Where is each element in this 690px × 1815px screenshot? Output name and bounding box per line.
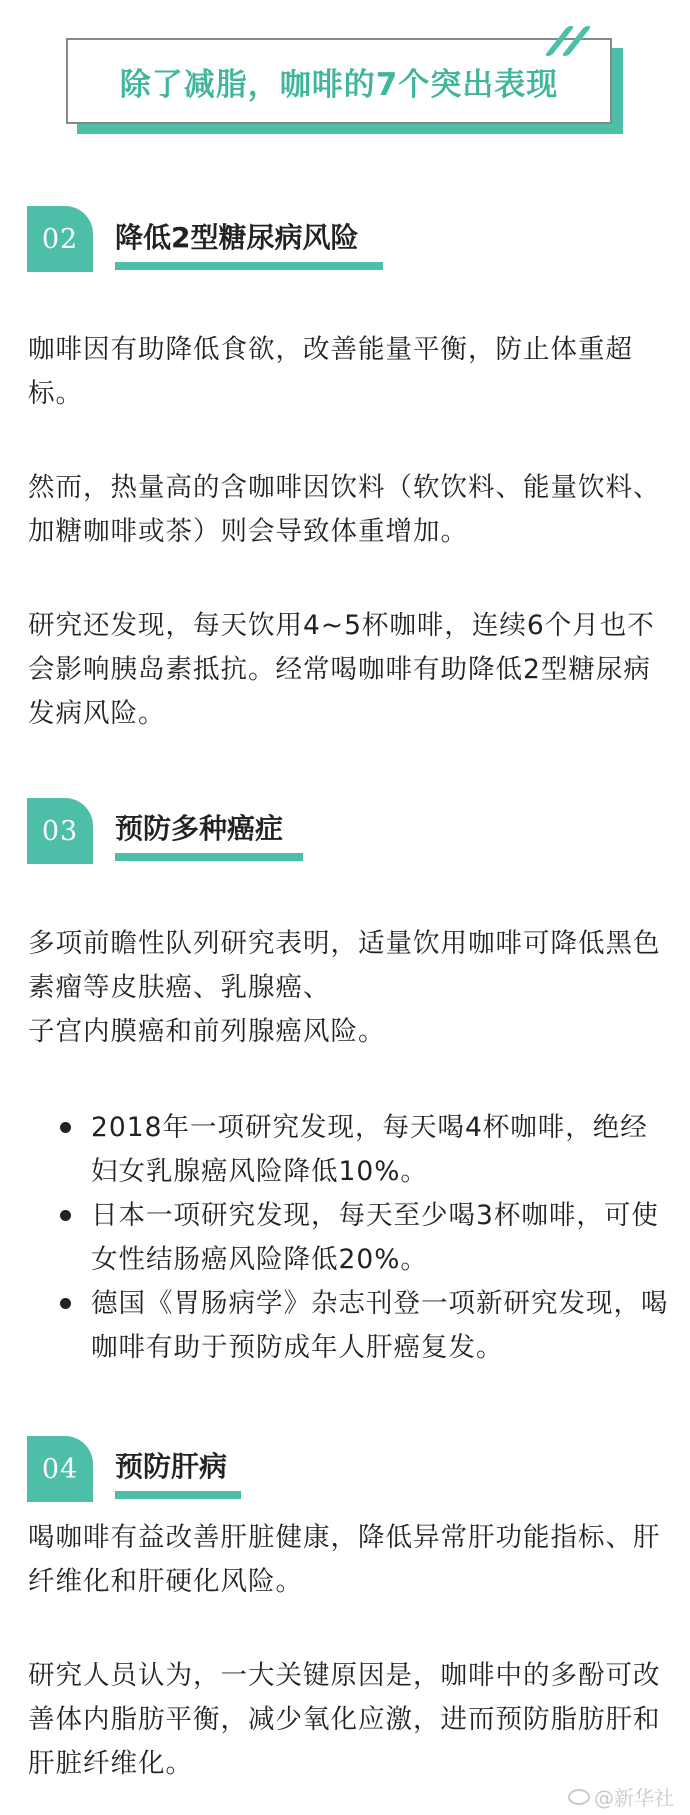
watermark-text: @新华社 [594, 1786, 674, 1810]
list-item [60, 1282, 670, 1370]
paragraph: 研究人员认为，一大关键原因是，咖啡中的多酚可改善体内脂肪平衡，减少氧化应激，进而预防脂肪肝和肝脏纤维化。 [28, 1660, 661, 1779]
paragraph: 研究还发现，每天饮用4~5杯咖啡，连续6个月也不会影响胰岛素抵抗。经常喝咖啡有助降低2型糖尿病发病风险。 [28, 610, 655, 729]
weibo-icon [568, 1789, 590, 1805]
section-number-badge: 04 [27, 1436, 93, 1502]
paragraph: 多项前瞻性队列研究表明，适量饮用咖啡可降低黑色素瘤等皮肤癌、乳腺癌、 子宫内膜癌和前列腺癌风险。 [28, 928, 661, 1047]
list-item [60, 1106, 670, 1194]
section-heading-underline [115, 262, 383, 270]
section-heading: 预防多种癌症 [115, 812, 284, 845]
watermark [568, 1782, 674, 1811]
list-item-text: 2018年一项研究发现，每天喝4杯咖啡，绝经妇女乳腺癌风险降低10%。 [91, 1112, 648, 1187]
paragraph: 然而，热量高的含咖啡因饮料（软饮料、能量饮料、加糖咖啡或茶）则会导致体重增加。 [28, 472, 661, 547]
list-item [60, 1194, 670, 1282]
section-heading: 降低2型糖尿病风险 [115, 221, 359, 254]
title-banner [66, 38, 612, 124]
section-number-badge: 02 [27, 206, 93, 272]
section-heading-underline [115, 853, 303, 861]
bullet-icon [60, 1122, 71, 1133]
paragraph: 咖啡因有助降低食欲，改善能量平衡，防止体重超标。 [28, 334, 633, 409]
bullet-icon [60, 1210, 71, 1221]
section-number-badge: 03 [27, 798, 93, 864]
paragraph: 喝咖啡有益改善肝脏健康，降低异常肝功能指标、肝纤维化和肝硬化风险。 [28, 1522, 661, 1597]
list-item-text: 德国《胃肠病学》杂志刊登一项新研究发现，喝咖啡有助于预防成年人肝癌复发。 [91, 1288, 669, 1363]
page-title: 除了减脂，咖啡的7个突出表现 [119, 66, 559, 103]
section-heading-underline [115, 1491, 241, 1499]
section-heading: 预防肝病 [115, 1450, 228, 1483]
bullet-icon [60, 1298, 71, 1309]
list-item-text: 日本一项研究发现，每天至少喝3杯咖啡，可使女性结肠癌风险降低20%。 [91, 1200, 659, 1275]
